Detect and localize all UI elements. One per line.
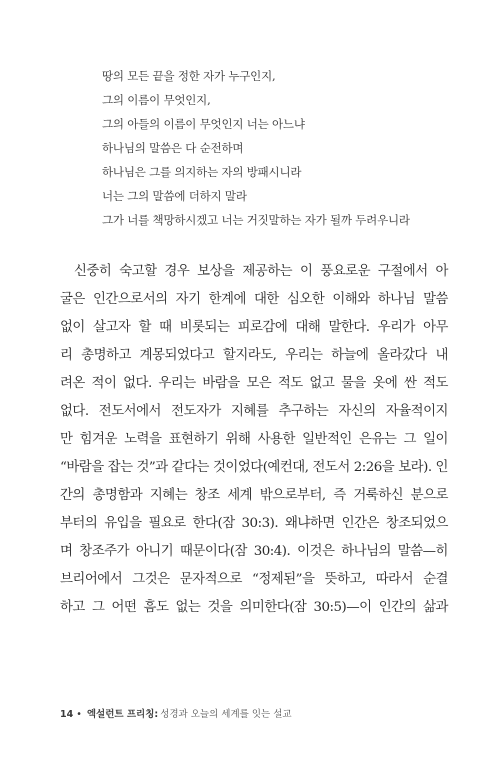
body-line: “바람을 잡는 것”과 같다는 것이었다(예컨대, 전도서 2:26을 보라). 인: [60, 460, 448, 475]
page-footer: [60, 706, 292, 720]
quote-line: 그의 이름이 무엇인지,: [102, 93, 211, 107]
quote-line: 하나님은 그를 의지하는 자의 방패시니라: [102, 165, 302, 179]
body-line: 브리어에서 그것은 문자적으로 “정제된”을 뜻하고, 따라서 순결: [60, 572, 448, 587]
quote-line: 그의 아들의 이름이 무엇인지 너는 아느냐: [102, 117, 305, 131]
body-line: 하고 그 어떤 흠도 없는 것을 의미한다(잠 30:5)—이 인간의 삶과: [60, 600, 448, 615]
body-line: 만 힘겨운 노력을 표현하기 위해 사용한 일반적인 은유는 그 일이: [60, 432, 448, 447]
body-line: 부터의 유입을 필요로 한다(잠 30:3). 왜냐하면 인간은 창조되었으: [60, 516, 448, 531]
quote-line: 땅의 모든 끝을 정한 자가 누구인지,: [102, 69, 276, 83]
body-line: 없다. 전도서에서 전도자가 지혜를 추구하는 자신의 자율적이지: [60, 404, 448, 419]
body-line: 리 총명하고 계몽되었다고 할지라도, 우리는 하늘에 올라갔다 내: [60, 348, 448, 363]
body-line: 려온 적이 없다. 우리는 바람을 모은 적도 없고 물을 옷에 싼 적도: [60, 376, 448, 391]
body-line: 굴은 인간으로서의 자기 한계에 대한 심오한 이해와 하나님 말씀: [60, 292, 448, 307]
body-line: 며 창조주가 아니기 때문이다(잠 30:4). 이것은 하나님의 말씀—히: [60, 544, 448, 559]
quote-line: 하나님의 말씀은 다 순전하며: [102, 141, 244, 155]
book-title: 엑설런트 프리칭:: [86, 709, 159, 720]
book-subtitle: 성경과 오늘의 세계를 잇는 설교: [160, 709, 292, 720]
body-paragraph: [60, 258, 448, 622]
scripture-quote: [102, 64, 462, 232]
body-line: 없이 살고자 할 때 비롯되는 피로감에 대해 말한다. 우리가 아무: [60, 320, 448, 335]
body-line: 간의 총명함과 지혜는 창조 세계 밖으로부터, 즉 거룩하신 분으로: [60, 488, 448, 503]
quote-line: 너는 그의 말씀에 더하지 말라: [102, 189, 247, 203]
quote-line: 그가 너를 책망하시겠고 너는 거짓말하는 자가 될까 두려우니라: [102, 213, 410, 227]
page-number: 14: [60, 709, 74, 720]
body-line: 신중히 숙고할 경우 보상을 제공하는 이 풍요로운 구절에서 아: [74, 264, 448, 279]
footer-separator: •: [76, 709, 82, 720]
